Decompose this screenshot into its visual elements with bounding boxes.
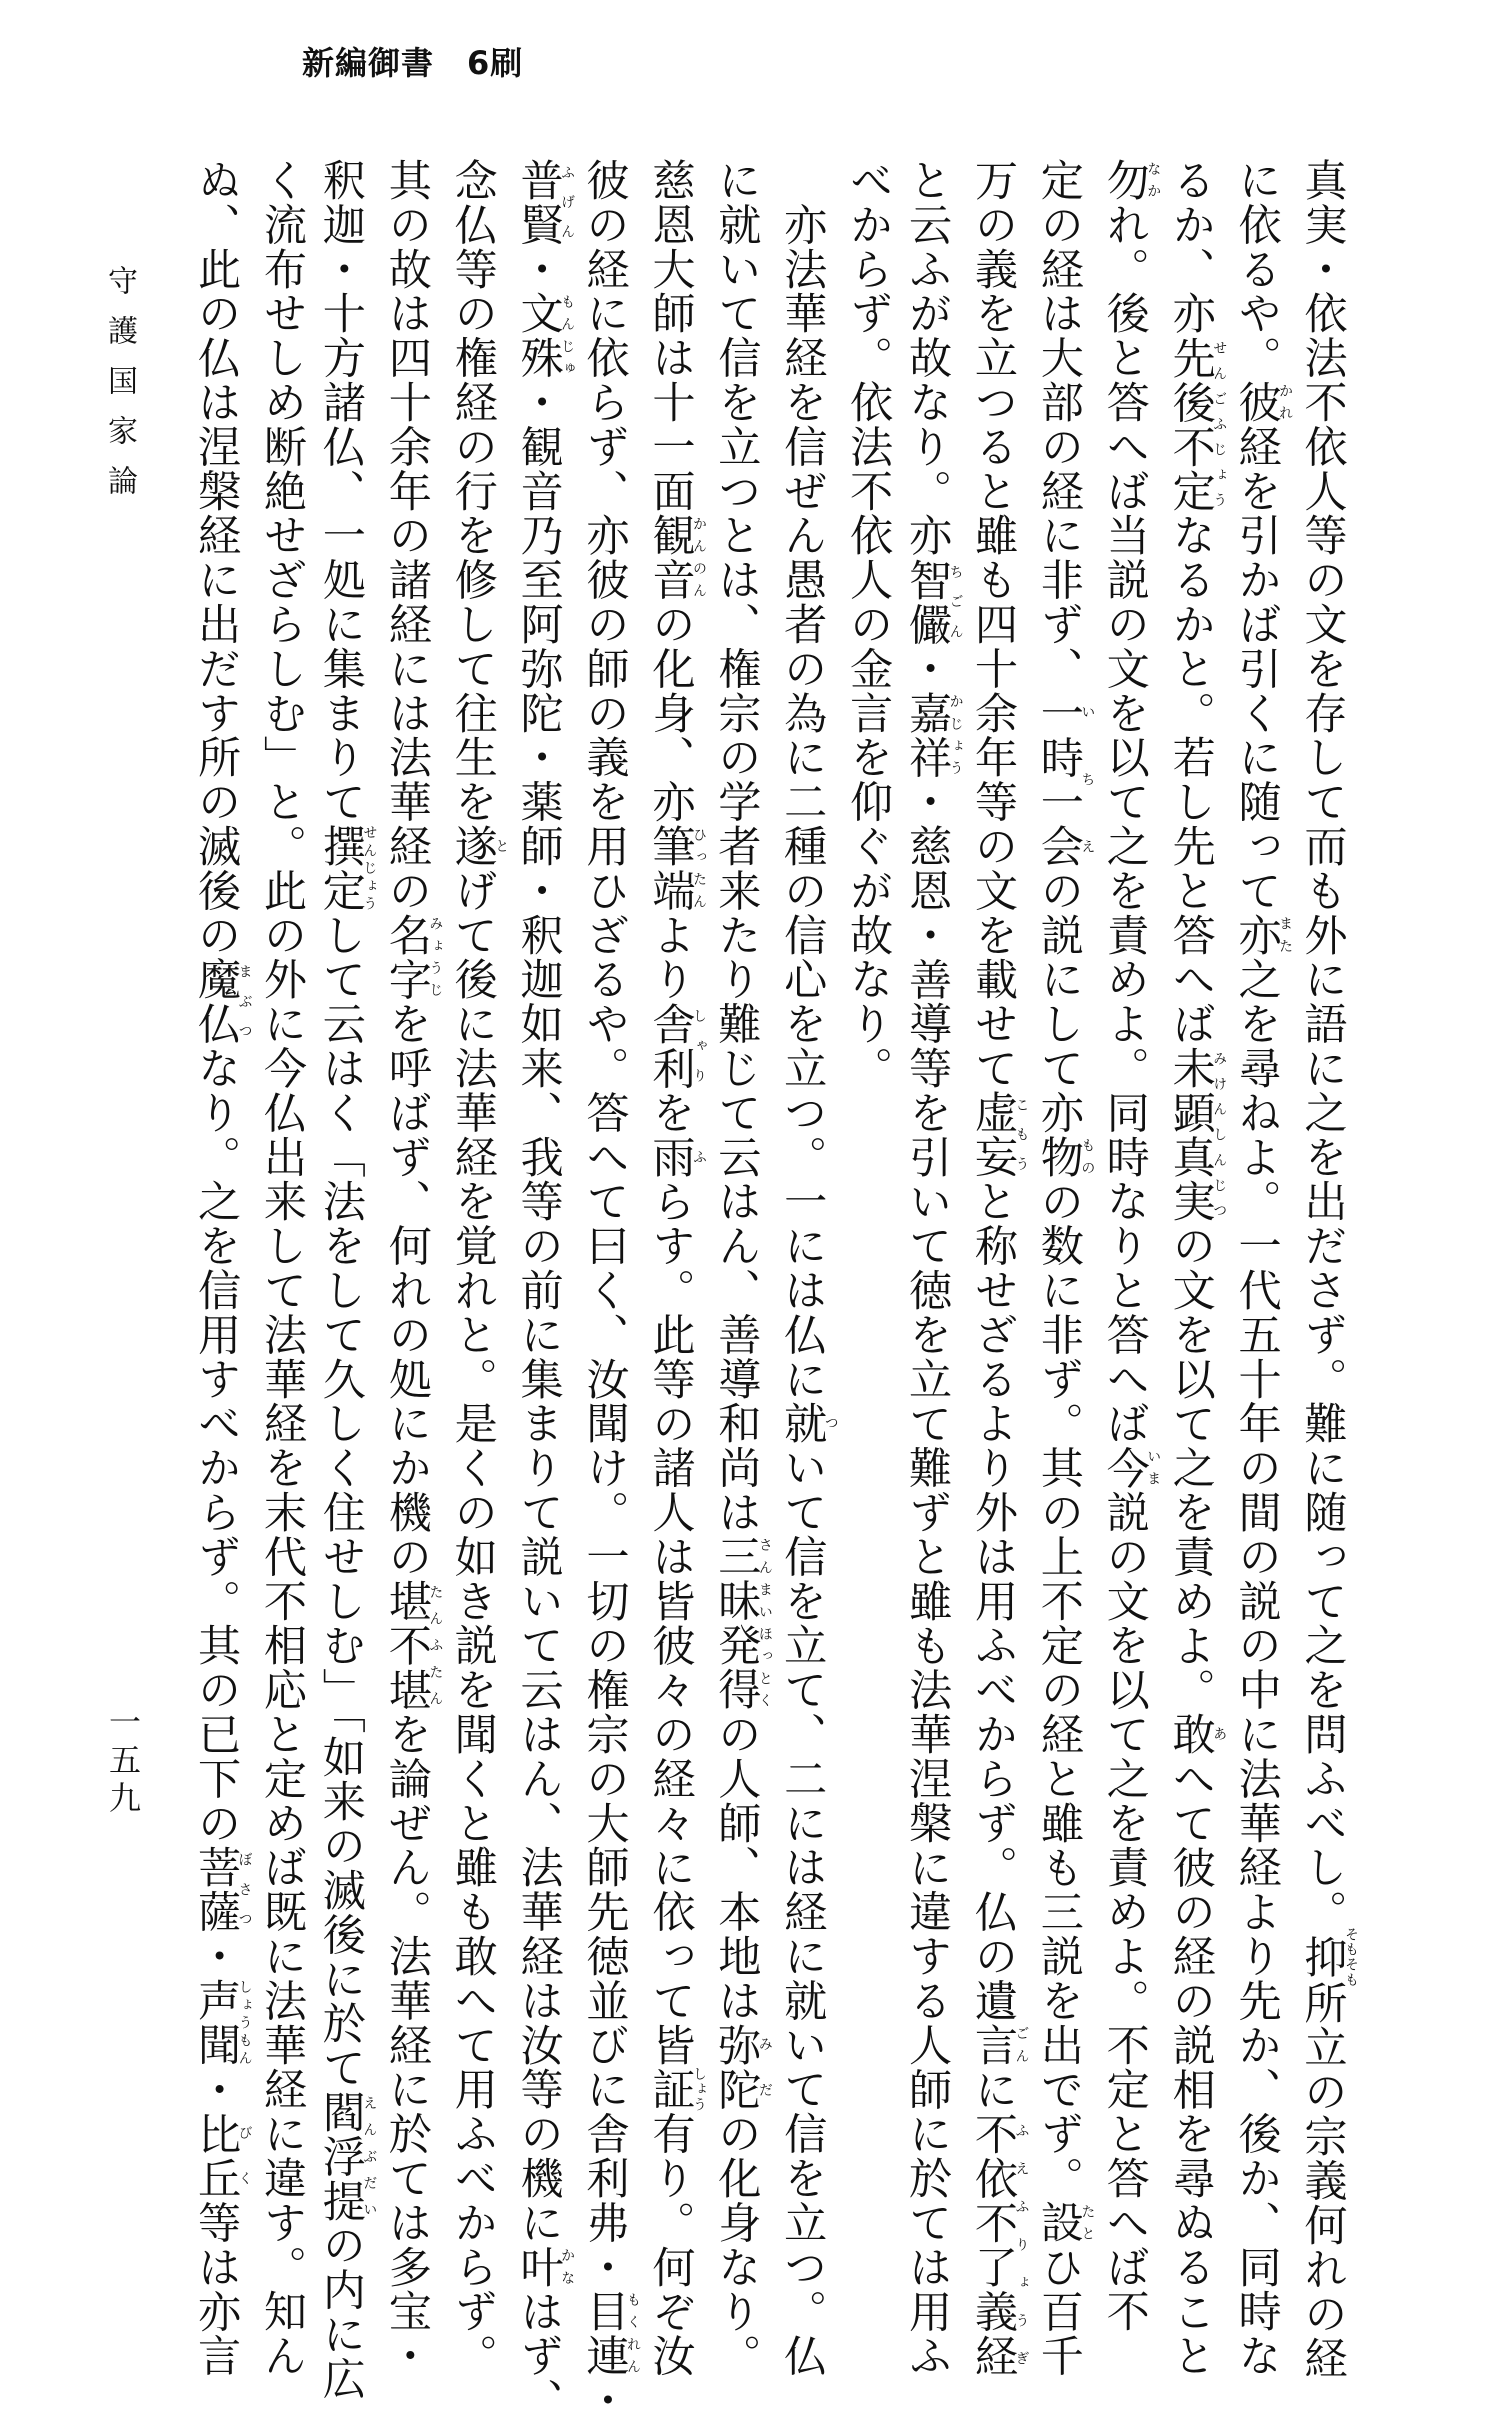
edition-header: 新編御書 6刷 (302, 44, 524, 82)
furigana: 今いま (1099, 1445, 1162, 1491)
furigana-reading: たんふたん (427, 1578, 444, 1713)
furigana-reading: ちごん (947, 557, 964, 647)
text-column: 彼の経に依らず、亦彼の師の義を用ひざるや。答へて曰く、汝聞け。一切の権宗の大師先徳並びに舎利弗・目連もくれん・ (579, 158, 642, 2422)
furigana: 閻浮提えんぶだい (315, 2090, 378, 2224)
body-text (178, 158, 1359, 2422)
text-column: 念仏等の権経の行を修して往生を遂とげて後に法華経を覚れと。是くの如き説を聞くと雖も敢へて用ふべからず。 (447, 158, 510, 2379)
furigana-reading: かじょう (947, 690, 964, 780)
furigana: 勿なか (1099, 158, 1162, 203)
furigana-reading: しょう (690, 2066, 707, 2113)
page-number: 一五九 (104, 1705, 142, 1819)
furigana: 就つ (776, 1401, 839, 1446)
furigana-reading: ごん (1013, 2022, 1030, 2068)
furigana: 亦また (1231, 912, 1294, 958)
text-column: ぬ、此の仏は涅槃経に出だす所の滅後の魔仏まぶつなり。之を信用すべからず。其の已下の菩薩ぼさつ・声聞しょうもん・比丘びく等は亦言 (190, 158, 253, 2379)
furigana: 堪不堪たんふたん (381, 1578, 444, 1713)
text-column: 亦法華経を信ぜん愚者の為に二種の信心を立つ。一には仏に就ついて信を立て、二には経に就いて信を立つ。仏 (776, 158, 839, 2379)
furigana-reading: あ (1211, 1712, 1228, 1757)
running-title: 守護国家論 (102, 265, 137, 515)
furigana: 菩薩ぼさつ (190, 1845, 253, 1935)
furigana: 証しょう (644, 2066, 707, 2113)
furigana-reading: そもそも (1343, 1927, 1359, 1988)
furigana: 抑そもそも (1297, 1927, 1359, 1988)
furigana-reading: もくれん (625, 2289, 642, 2379)
furigana-reading: ふげん (559, 158, 576, 247)
furigana: 不依不了義経ふえふりょうぎ (967, 2111, 1030, 2379)
furigana: 彼かれ (1231, 380, 1294, 425)
furigana-reading: せんじょう (361, 824, 378, 913)
text-column: に就いて信を立つとは、権宗の学者来たり難じて云はん、善導和尚は三昧発得さんまいほっとくの人師、本地は弥陀みだの化身なり。 (710, 158, 773, 2379)
furigana: 弥陀みだ (710, 2022, 773, 2112)
furigana: 虚妄こもう (967, 1090, 1030, 1180)
furigana-reading: びく (236, 2111, 253, 2201)
furigana: 名字みょうじ (381, 912, 444, 1002)
furigana: 観音かんのん (644, 513, 707, 603)
furigana: 遂と (447, 824, 510, 869)
furigana-reading: しょうもん (236, 1978, 253, 2068)
furigana: 筆端ひったん (644, 824, 707, 913)
furigana: 舎利しゃり (644, 1001, 707, 1091)
furigana-reading: いちえ (1079, 690, 1096, 869)
furigana-reading: せんごふじょう (1211, 335, 1228, 514)
text-column: 慈恩大師は十一面観音かんのんの化身、亦筆端ひったんより舎利しゃりを雨ふらす。此等の諸人は皆彼々の経々に依って皆証しょう有り。何ぞ汝 (644, 158, 707, 2379)
furigana: 嘉祥かじょう (901, 690, 964, 780)
furigana-reading: いま (1145, 1445, 1162, 1491)
furigana-reading: かれ (1277, 380, 1294, 425)
furigana: 目連もくれん (579, 2289, 642, 2379)
text-column: と云ふが故なり。亦智儼ちごん・嘉祥かじょう・慈恩・善導等を引いて徳を立て難ずと雖も法華涅槃に違する人師に於ては用ふ (901, 158, 964, 2379)
furigana-reading: かな (559, 2244, 576, 2290)
furigana-reading: もんじゅ (559, 291, 576, 381)
furigana: 撰定せんじょう (315, 824, 378, 913)
furigana-reading: ふえふりょうぎ (1013, 2111, 1030, 2379)
furigana-reading: たと (1079, 2200, 1096, 2245)
furigana-reading: まぶつ (236, 957, 253, 1046)
text-column: 万の義を立つると雖も四十余年等の文を載せて虚妄こもうと称せざるより外は用ふべからず。仏の遺言ごんに不依不了義経ふえふりょうぎ (967, 158, 1030, 2379)
text-column: べからず。依法不依人の金言を仰ぐが故なり。 (842, 158, 893, 1091)
furigana-reading: さんまいほっとく (756, 1534, 773, 1713)
furigana-reading: もの (1079, 1134, 1096, 1180)
furigana: 文殊もんじゅ (513, 291, 576, 381)
text-column: 勿なかれ。後と答へば当説の文を以て之を責めよ。同時なりと答へば今いま説の文を以て之を責めよ。不定と答へば不 (1099, 158, 1162, 2334)
furigana: 言ごん (967, 2022, 1030, 2068)
text-column: 普賢ふげん・文殊もんじゅ・観音乃至阿弥陀・薬師・釈迦如来、我等の前に集まりて説いて云はん、法華経は汝等の機に叶かなはず、 (513, 158, 576, 2422)
furigana: 未顕真実みけんしんじつ (1165, 1046, 1228, 1224)
furigana: 設たと (1033, 2200, 1096, 2245)
furigana-reading: ぼさつ (236, 1845, 253, 1935)
furigana-reading: と (493, 824, 510, 869)
furigana: 智儼ちごん (901, 557, 964, 647)
furigana: 三昧発得さんまいほっとく (710, 1534, 773, 1713)
furigana-reading: えんぶだい (361, 2090, 378, 2224)
furigana-reading: また (1277, 912, 1294, 958)
furigana: 比丘びく (190, 2111, 253, 2201)
furigana-reading: つ (822, 1401, 839, 1446)
text-column: るか、亦先後不定せんごふじょうなるかと。若し先と答へば未顕真実みけんしんじつの文を以て之を責めよ。敢あへて彼の経の説相を尋ぬること (1165, 158, 1228, 2379)
furigana-reading: みけんしんじつ (1211, 1046, 1228, 1224)
furigana-reading: みだ (756, 2022, 773, 2112)
furigana: 敢あ (1165, 1712, 1228, 1757)
furigana-reading: しゃり (690, 1001, 707, 1091)
furigana-reading: こもう (1013, 1090, 1030, 1180)
furigana-reading: みょうじ (427, 912, 444, 1002)
furigana-reading: なか (1145, 158, 1162, 203)
text-column: 釈迦・十方諸仏、一処に集まりて撰定せんじょうして云はく「法をして久しく住せしむ」「如来の滅後に於て閻浮提えんぶだいの内に広 (315, 158, 378, 2401)
furigana-reading: かんのん (690, 513, 707, 603)
text-column: 定の経は大部の経に非ず、一時一会いちえの説にして亦物ものの数に非ず。其の上不定の経と雖も三説を出でず。設たとひ百千 (1033, 158, 1096, 2379)
text-column: に依るや。彼かれ経を引かば引くに随って亦また之を尋ねよ。一代五十年の間の説の中に法華経より先か、後か、同時な (1231, 158, 1294, 2379)
furigana: 一時一会いちえ (1033, 690, 1096, 869)
furigana-reading: ひったん (690, 824, 707, 913)
text-column: 其の故は四十余年の諸経には法華経の名字みょうじを呼ばず、何れの処にか機の堪不堪たんふたんを論ぜん。法華経に於ては多宝・ (381, 158, 444, 2379)
furigana: 魔仏まぶつ (190, 957, 253, 1047)
text-column: 真実・依法不依人等の文を存して而も外に語に之を出ださず。難に随って之を問ふべし。抑そもそも所立の宗義何れの経 (1297, 158, 1359, 2381)
text-column: く流布せしめ断絶せざらしむ」と。此の外に今仏出来して法華経を末代不相応と定めば既に法華経に違す。知ん (256, 158, 307, 2378)
furigana: 先後不定せんごふじょう (1165, 335, 1228, 514)
furigana: 物もの (1033, 1134, 1096, 1180)
furigana: 雨ふ (644, 1134, 707, 1180)
furigana: 普賢ふげん (513, 158, 576, 247)
furigana: 声聞しょうもん (190, 1978, 253, 2068)
furigana-reading: ふ (690, 1134, 707, 1180)
furigana: 叶かな (513, 2244, 576, 2290)
